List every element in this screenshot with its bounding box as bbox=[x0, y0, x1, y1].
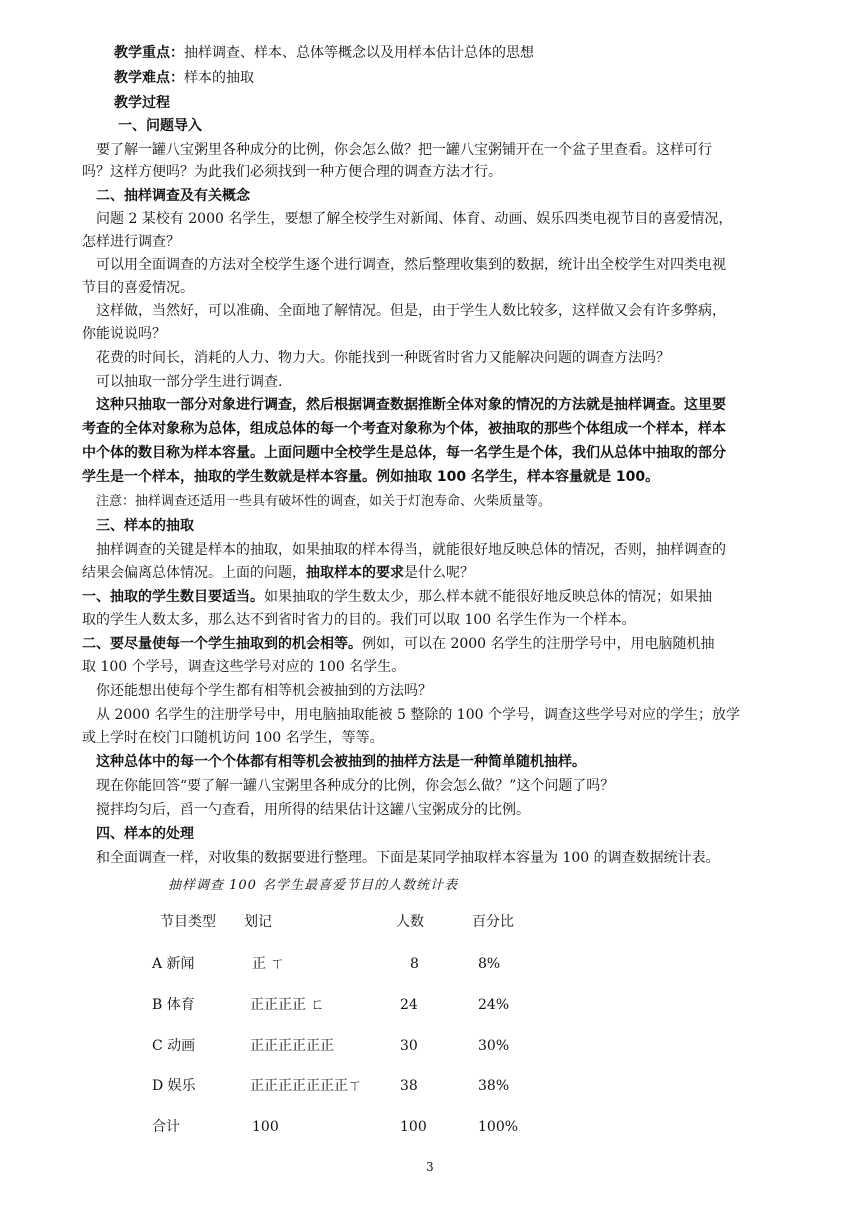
table-cell: 38% bbox=[478, 1078, 510, 1094]
definition-line-4: 学生是一个样本，抽取的学生数就是样本容量。例如抽取 100 名学生，样本容量就是 100。 bbox=[82, 469, 660, 485]
table-cell: 30% bbox=[478, 1038, 510, 1054]
table-cell: 100 bbox=[400, 1119, 427, 1135]
para-6: 可以抽取一部分学生进行调查. bbox=[96, 374, 283, 390]
table-cell: 24% bbox=[478, 997, 510, 1013]
table-cell: B 体育 bbox=[152, 997, 195, 1013]
para-4-line-1: 这样做，当然好，可以准确、全面地了解情况。但是，由于学生人数比较多，这样做又会有许多弊病， bbox=[96, 303, 726, 319]
table-cell-tally: 正 ㄒ bbox=[252, 956, 285, 972]
para-17: 和全面调查一样，对收集的数据要进行整理。下面是某同学抽取样本容量为 100 的调查数据统计表。 bbox=[96, 850, 720, 866]
table-header-percent: 百分比 bbox=[472, 914, 514, 930]
section-1-title: 一、问题导入 bbox=[118, 118, 202, 134]
para-15: 现在你能回答“要了解一罐八宝粥里各种成分的比例，你会怎么做？”这个问题了吗？ bbox=[96, 778, 615, 794]
definition-line-2: 考查的全体对象称为总体，组成总体的每一个考查对象称为个体，被抽取的那些个体组成一个样本，样本 bbox=[82, 421, 726, 437]
section-4-title: 四、样本的处理 bbox=[96, 826, 194, 842]
para-1-line-2: 吗？这样方便吗？为此我们必须找到一种方便合理的调查方法才行。 bbox=[82, 164, 502, 180]
table-header-type: 节目类型 bbox=[160, 914, 216, 930]
para-14: 这种总体中的每一个个体都有相等机会被抽到的抽样方法是一种简单随机抽样。 bbox=[96, 754, 586, 770]
difficulties-line: 教学难点：样本的抽取 bbox=[114, 70, 254, 86]
table-cell: C 动画 bbox=[152, 1038, 196, 1054]
para-3-line-1: 可以用全面调查的方法对全校学生逐个进行调查，然后整理收集到的数据，统计出全校学生对四类电视 bbox=[96, 257, 726, 273]
table-cell-tally: 正正正正正正 bbox=[250, 1038, 334, 1054]
section-3-title: 三、样本的抽取 bbox=[96, 518, 194, 534]
page-number: 3 bbox=[426, 1160, 434, 1174]
para-1-line-1: 要了解一罐八宝粥里各种成分的比例，你会怎么做？把一罐八宝粥铺开在一个盆子里查看。这样可行 bbox=[96, 142, 712, 158]
table-header-tally: 划记 bbox=[244, 914, 272, 930]
section-2-title: 二、抽样调查及有关概念 bbox=[96, 188, 250, 204]
table-cell: 30 bbox=[400, 1038, 418, 1054]
para-10-line-1: 一、抽取的学生数目要适当。如果抽取的学生数太少，那么样本就不能很好地反映总体的情况；如果抽 bbox=[82, 589, 712, 605]
definition-line-3: 中个体的数目称为样本容量。上面问题中全校学生是总体，每一名学生是个体，我们从总体中抽取的部分 bbox=[82, 445, 726, 461]
para-13-line-1: 从 2000 名学生的注册学号中，用电脑抽取能被 5 整除的 100 个学号，调查这些学号对应的学生；放学 bbox=[96, 707, 740, 723]
table-cell: 100 bbox=[252, 1119, 279, 1135]
key-points-line: 教学重点：抽样调查、样本、总体等概念以及用样本估计总体的思想 bbox=[114, 45, 534, 61]
table-cell: 合计 bbox=[152, 1119, 180, 1135]
para-9-line-1: 抽样调查的关键是样本的抽取，如果抽取的样本得当，就能很好地反映总体的情况，否则，抽样调查的 bbox=[96, 542, 726, 558]
process-heading: 教学过程 bbox=[114, 95, 170, 111]
para-3-line-2: 节目的喜爱情况。 bbox=[82, 280, 194, 296]
definition-line-1: 这种只抽取一部分对象进行调查，然后根据调查数据推断全体对象的情况的方法就是抽样调查。这里要 bbox=[96, 397, 726, 413]
table-caption: 抽样调查 100 名学生最喜爱节目的人数统计表 bbox=[168, 878, 459, 893]
para-11-line-1: 二、要尽量使每一个学生抽取到的机会相等。例如，可以在 2000 名学生的注册学号中，用电脑随机抽 bbox=[82, 636, 715, 652]
note-line: 注意：抽样调查还适用一些具有破坏性的调查，如关于灯泡寿命、火柴质量等。 bbox=[96, 494, 552, 509]
table-header-count: 人数 bbox=[396, 914, 424, 930]
para-10-line-2: 取的学生人数太多，那么达不到省时省力的目的。我们可以取 100 名学生作为一个样本。 bbox=[82, 612, 636, 628]
table-cell: 24 bbox=[400, 997, 418, 1013]
table-cell: 8 bbox=[410, 956, 419, 972]
para-4-line-2: 你能说说吗？ bbox=[82, 326, 166, 342]
table-cell: 100% bbox=[478, 1119, 519, 1135]
para-2-line-2: 怎样进行调查？ bbox=[82, 234, 180, 250]
table-cell: D 娱乐 bbox=[152, 1078, 196, 1094]
para-9-line-2: 结果会偏离总体情况。上面的问题，抽取样本的要求是什么呢？ bbox=[82, 565, 474, 581]
para-11-line-2: 取 100 个学号，调查这些学号对应的 100 名学生。 bbox=[82, 659, 406, 675]
table-cell: A 新闻 bbox=[152, 956, 195, 972]
table-cell-tally: 正正正正 ㄈ bbox=[250, 997, 325, 1013]
para-16: 搅拌均匀后，舀一勺查看，用所得的结果估计这罐八宝粥成分的比例。 bbox=[96, 802, 530, 818]
para-5: 花费的时间长，消耗的人力、物力大。你能找到一种既省时省力又能解决问题的调查方法吗？ bbox=[96, 350, 670, 366]
table-cell: 8% bbox=[478, 956, 501, 972]
table-cell-tally: 正正正正正正正ㄒ bbox=[250, 1078, 362, 1094]
para-2-line-1: 问题 2 某校有 2000 名学生，要想了解全校学生对新闻、体育、动画、娱乐四类电视节目的喜爱情况， bbox=[96, 211, 733, 227]
para-13-line-2: 或上学时在校门口随机访问 100 名学生，等等。 bbox=[82, 730, 384, 746]
table-cell: 38 bbox=[400, 1078, 418, 1094]
para-12: 你还能想出使每个学生都有相等机会被抽到的方法吗？ bbox=[96, 683, 432, 699]
